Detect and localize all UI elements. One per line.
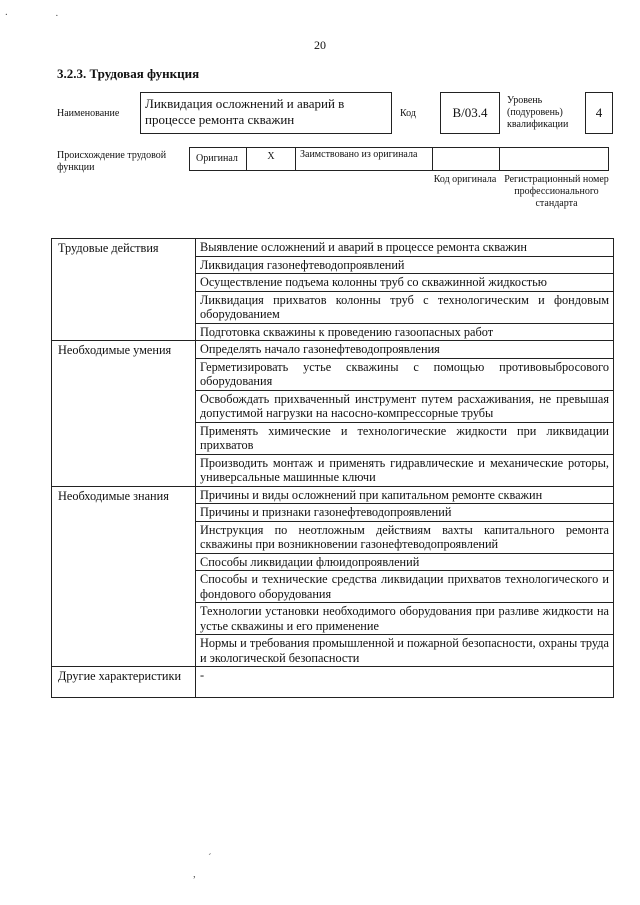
list-item: Выявление осложнений и аварий в процессе ремонта скважин xyxy=(196,239,614,257)
name-value: Ликвидация осложнений и аварий в процессе ремонта скважин xyxy=(140,92,392,134)
page-number: 20 xyxy=(314,38,326,52)
table-row xyxy=(52,486,614,504)
original-code-cell xyxy=(432,147,500,171)
scan-mark-top: . xyxy=(5,6,8,18)
list-item: Герметизировать устье скважины с помощью противовыбросового оборудования xyxy=(196,358,614,390)
other-value: - xyxy=(196,667,614,698)
list-item: Освобождать прихваченный инструмент путем расхаживания, не превышая допустимой нагрузки на насосно-компрессорные трубы xyxy=(196,390,614,422)
scan-mark-bottom: ˊ xyxy=(208,852,212,864)
function-table xyxy=(51,238,614,698)
code-caption: Код оригинала xyxy=(433,174,497,185)
list-item: Способы и технические средства ликвидации прихватов технологического и фондового оборудования xyxy=(196,571,614,603)
list-item: Применять химические и технологические жидкости при ликвидации прихватов xyxy=(196,422,614,454)
original-mark: X xyxy=(246,147,296,171)
list-item: Осуществление подъема колонны труб со скважинной жидкостью xyxy=(196,274,614,292)
scan-mark-top-2: · xyxy=(55,10,59,22)
code-value: B/03.4 xyxy=(440,92,500,134)
required-knowledge-label: Необходимые знания xyxy=(52,486,196,667)
origin-grid xyxy=(190,147,613,171)
list-item: Определять начало газонефтеводопроявления xyxy=(196,341,614,359)
section-title: 3.2.3. Трудовая функция xyxy=(57,66,200,81)
original-label: Оригинал xyxy=(189,147,247,171)
reg-caption: Регистрационный номер профессионального стандарта xyxy=(504,174,609,209)
list-item: Инструкция по неотложным действиям вахты капитального ремонта скважины при возникновении газонефтеводопроявлений xyxy=(196,521,614,553)
list-item: Технологии установки необходимого оборудования при разливе жидкости на устье скважины и его применение xyxy=(196,603,614,635)
other-label: Другие характеристики xyxy=(52,667,196,698)
list-item: Подготовка скважины к проведению газоопасных работ xyxy=(196,323,614,341)
table-row xyxy=(52,667,614,698)
scan-mark-bottom-2: , xyxy=(193,868,196,880)
name-label: Наименование xyxy=(57,108,120,119)
list-item: Ликвидация газонефтеводопроявлений xyxy=(196,256,614,274)
origin-label: Происхождение трудовой функции xyxy=(57,150,167,173)
borrowed-label: Заимствовано из оригинала xyxy=(295,147,433,171)
reg-number-cell xyxy=(499,147,609,171)
level-value: 4 xyxy=(585,92,613,134)
level-label: Уровень (подуровень) квалификации xyxy=(507,95,569,130)
list-item: Способы ликвидации флюидопроявлений xyxy=(196,553,614,571)
list-item: Ликвидация прихватов колонны труб с технологическим и фондовым оборудованием xyxy=(196,291,614,323)
list-item: Нормы и требования промышленной и пожарной безопасности, охраны труда и экологической безопасности xyxy=(196,635,614,667)
code-label: Код xyxy=(400,108,416,119)
list-item: Производить монтаж и применять гидравлические и механические роторы, универсальные машинные ключи xyxy=(196,454,614,486)
labor-actions-label: Трудовые действия xyxy=(52,239,196,341)
list-item: Причины и признаки газонефтеводопроявлений xyxy=(196,504,614,522)
required-skills-label: Необходимые умения xyxy=(52,341,196,487)
table-row xyxy=(52,239,614,257)
list-item: Причины и виды осложнений при капитальном ремонте скважин xyxy=(196,486,614,504)
table-row xyxy=(52,341,614,359)
